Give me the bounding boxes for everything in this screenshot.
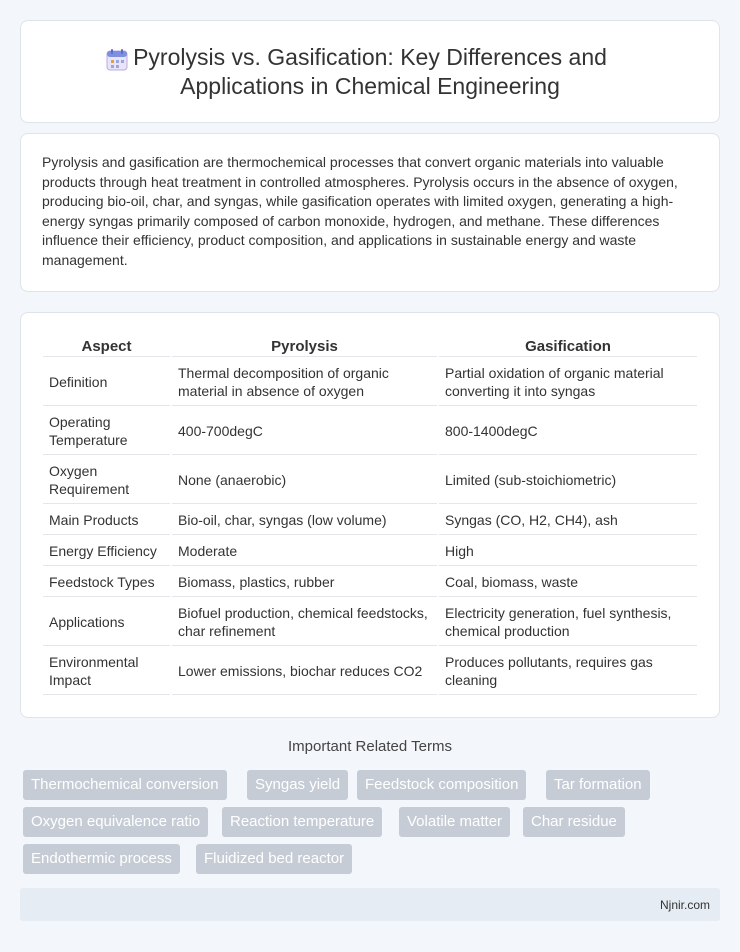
related-term-tag[interactable]: Volatile matter [399,807,510,837]
table-row [43,568,697,597]
table-cell-pyrolysis: Bio-oil, char, syngas (low volume) [172,506,437,535]
table-cell-gasification: 800-1400degC [439,408,697,455]
related-term-tag[interactable]: Tar formation [546,770,650,800]
column-header-pyrolysis: Pyrolysis [172,335,437,357]
table-row [43,537,697,566]
table-cell-pyrolysis: Biofuel production, chemical feedstocks, char refinement [172,599,437,646]
table-cell-gasification: Limited (sub-stoichiometric) [439,457,697,504]
table-cell-gasification: Syngas (CO, H2, CH4), ash [439,506,697,535]
table-cell-gasification: High [439,537,697,566]
table-cell-pyrolysis: Biomass, plastics, rubber [172,568,437,597]
footer [20,888,720,921]
table-row [43,648,697,695]
table-cell-aspect: Operating Temperature [43,408,170,455]
table-cell-aspect: Applications [43,599,170,646]
table-cell-aspect: Main Products [43,506,170,535]
table-row [43,506,697,535]
title-card [20,20,720,123]
related-term-tag[interactable]: Fluidized bed reactor [196,844,352,874]
table-row [43,599,697,646]
related-term-tag[interactable]: Reaction temperature [222,807,382,837]
comparison-table-card [20,312,720,718]
table-cell-aspect: Feedstock Types [43,568,170,597]
related-term-tag[interactable]: Oxygen equivalence ratio [23,807,208,837]
table-cell-gasification: Electricity generation, fuel synthesis, chemical production [439,599,697,646]
related-term-tag[interactable]: Thermochemical conversion [23,770,227,800]
related-term-tag[interactable]: Feedstock composition [357,770,526,800]
page-title [21,43,719,101]
table-row [43,457,697,504]
comparison-table [41,333,699,697]
table-cell-pyrolysis: Thermal decomposition of organic material in absence of oxygen [172,359,437,406]
table-header-row [43,335,697,357]
related-terms-heading: Important Related Terms [288,738,452,755]
related-term-tag[interactable]: Endothermic process [23,844,180,874]
table-cell-aspect: Environmental Impact [43,648,170,695]
table-cell-pyrolysis: Lower emissions, biochar reduces CO2 [172,648,437,695]
related-term-tag[interactable]: Syngas yield [247,770,348,800]
table-cell-aspect: Energy Efficiency [43,537,170,566]
table-cell-aspect: Oxygen Requirement [43,457,170,504]
table-cell-gasification: Partial oxidation of organic material converting it into syngas [439,359,697,406]
page-title-line-2: Applications in Chemical Engineering [180,73,560,99]
table-cell-pyrolysis: 400-700degC [172,408,437,455]
table-cell-pyrolysis: None (anaerobic) [172,457,437,504]
table-cell-pyrolysis: Moderate [172,537,437,566]
related-term-tag[interactable]: Char residue [523,807,625,837]
table-cell-aspect: Definition [43,359,170,406]
table-cell-gasification: Produces pollutants, requires gas cleaning [439,648,697,695]
intro-card [20,133,720,292]
table-row [43,408,697,455]
table-cell-gasification: Coal, biomass, waste [439,568,697,597]
table-row [43,359,697,406]
footer-site-name[interactable]: Njnir.com [659,898,710,912]
column-header-aspect: Aspect [43,335,170,357]
column-header-gasification: Gasification [439,335,697,357]
intro-paragraph: Pyrolysis and gasification are thermochemical processes that convert organic materials into valuable products through heat treatment in controlled atmospheres. Pyrolysis occurs in the absence of oxygen, producing bio-oil, char, and syngas, while gasification operates with limited oxygen, generating a high-energy syngas primarily composed of carbon monoxide, hydrogen, and methane. These differences influence their efficiency, product composition, and applications in sustainable energy and waste management. [42,154,678,268]
page-title-line-1: Pyrolysis vs. Gasification: Key Differences and [133,44,607,70]
